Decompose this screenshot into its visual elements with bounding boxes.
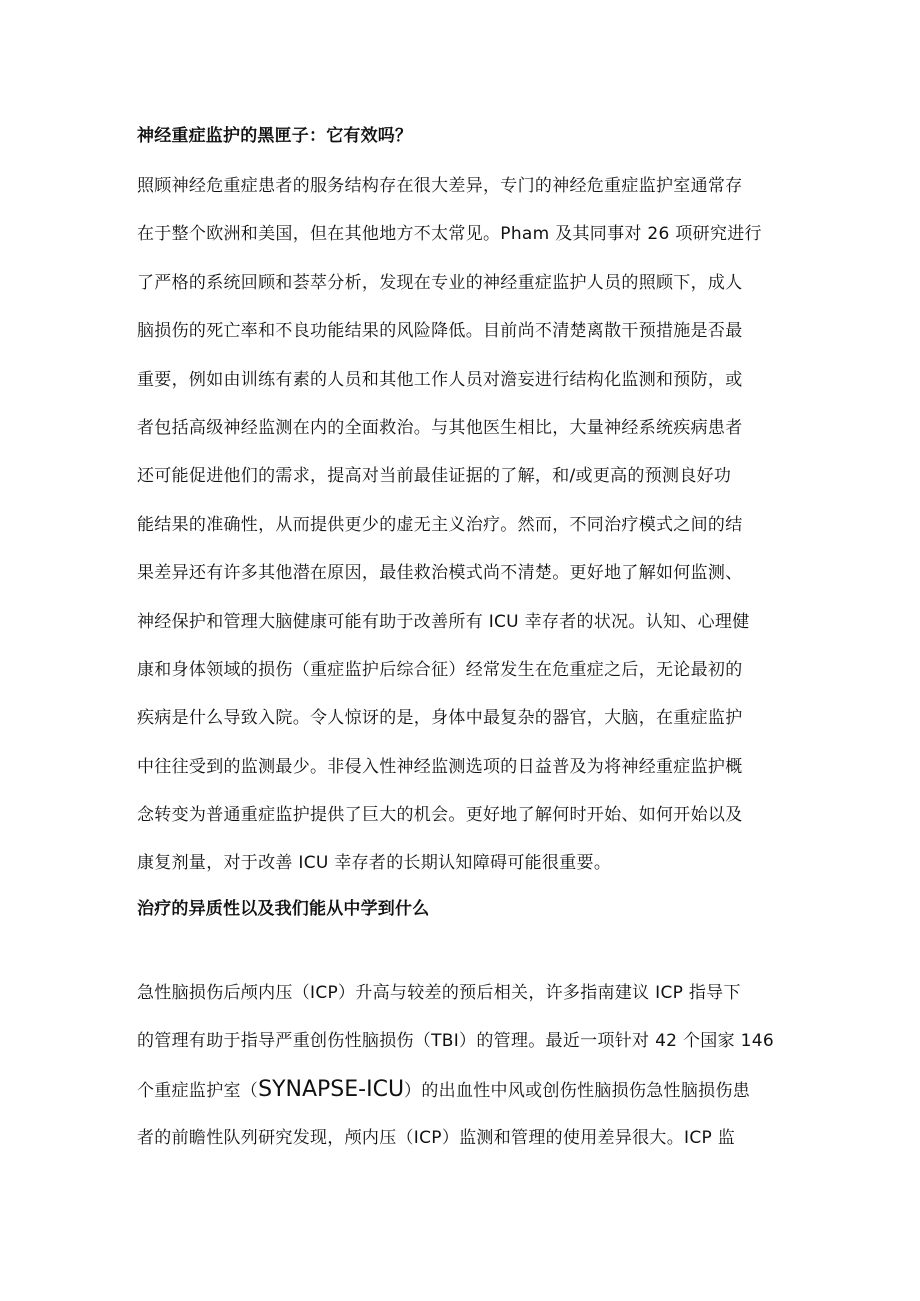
paragraph-line: 还可能促进他们的需求，提高对当前最佳证据的了解，和/或更高的预测良好功 <box>137 466 732 487</box>
synapse-icu-acronym: SYNAPSE-ICU <box>258 1076 405 1102</box>
paragraph-neuro-icu-effectiveness <box>137 162 797 888</box>
paragraph-line: 照顾神经危重症患者的服务结构存在很大差异，专门的神经危重症监护室通常存 <box>137 176 743 196</box>
paragraph-line: 者的前瞻性队列研究发现，颅内压（ICP）监测和管理的使用差异很大。ICP 监 <box>137 1128 736 1149</box>
paragraph-line: 重要，例如由训练有素的人员和其他工作人员对澹妄进行结构化监测和预防，或 <box>137 369 743 390</box>
paragraph-line: 的管理有助于指导严重创伤性脑损伤（TBI）的管理。最近一项针对 42 个国家 146 <box>137 1031 774 1052</box>
paragraph-line-synapse <box>137 1066 797 1114</box>
paragraph-line: 了严格的系统回顾和荟萃分析，发现在专业的神经重症监护人员的照顾下，成人 <box>137 272 743 293</box>
paragraph-line: 脑损伤的死亡率和不良功能结果的风险降低。目前尚不清楚离散干预措施是否最 <box>137 321 743 342</box>
paragraph-line: 康和身体领域的损伤（重症监护后综合征）经常发生在危重症之后，无论最初的 <box>137 659 743 680</box>
paragraph-line: 急性脑损伤后颅内压（ICP）升高与较差的预后相关，许多指南建议 ICP 指导下 <box>137 983 741 1003</box>
paragraph-line: 者包括高级神经监测在内的全面救治。与其他医生相比，大量神经系统疾病患者 <box>137 417 743 438</box>
paragraph-line: 中往往受到的监测最少。非侵入性神经监测选项的日益普及为将神经重症监护概 <box>137 756 743 777</box>
section-heading-neuro-icu-black-box: 神经重症监护的黑匣子：它有效吗？ <box>137 126 413 146</box>
paragraph-line: 念转变为普通重症监护提供了巨大的机会。更好地了解何时开始、如何开始以及 <box>137 805 743 826</box>
paragraph-line: 果差异还有许多其他潜在原因，最佳救治模式尚不清楚。更好地了解如何监测、 <box>137 563 743 584</box>
paragraph-line: 神经保护和管理大脑健康可能有助于改善所有 ICU 幸存者的状况。认知、心理健 <box>137 611 750 632</box>
line-text-before-acronym: 个重症监护室（ <box>137 1080 259 1101</box>
paragraph-line: 康复剂量，对于改善 ICU 幸存者的长期认知障碍可能很重要。 <box>137 853 612 874</box>
paragraph-line: 疾病是什么导致入院。令人惊讶的是，身体中最复杂的器官，大脑，在重症监护 <box>137 708 743 729</box>
line-text-after-acronym: ）的出血性中风或创伤性脑损伤急性脑损伤患 <box>404 1080 751 1101</box>
paragraph-line: 能结果的准确性，从而提供更少的虚无主义治疗。然而，不同治疗模式之间的结 <box>137 514 743 535</box>
section-heading-treatment-heterogeneity: 治疗的异质性以及我们能从中学到什么 <box>137 899 430 919</box>
paragraph-line: 在于整个欧洲和美国，但在其他地方不太常见。Pham 及其同事对 26 项研究进行 <box>137 224 762 245</box>
paragraph-icp-monitoring <box>137 969 797 1163</box>
